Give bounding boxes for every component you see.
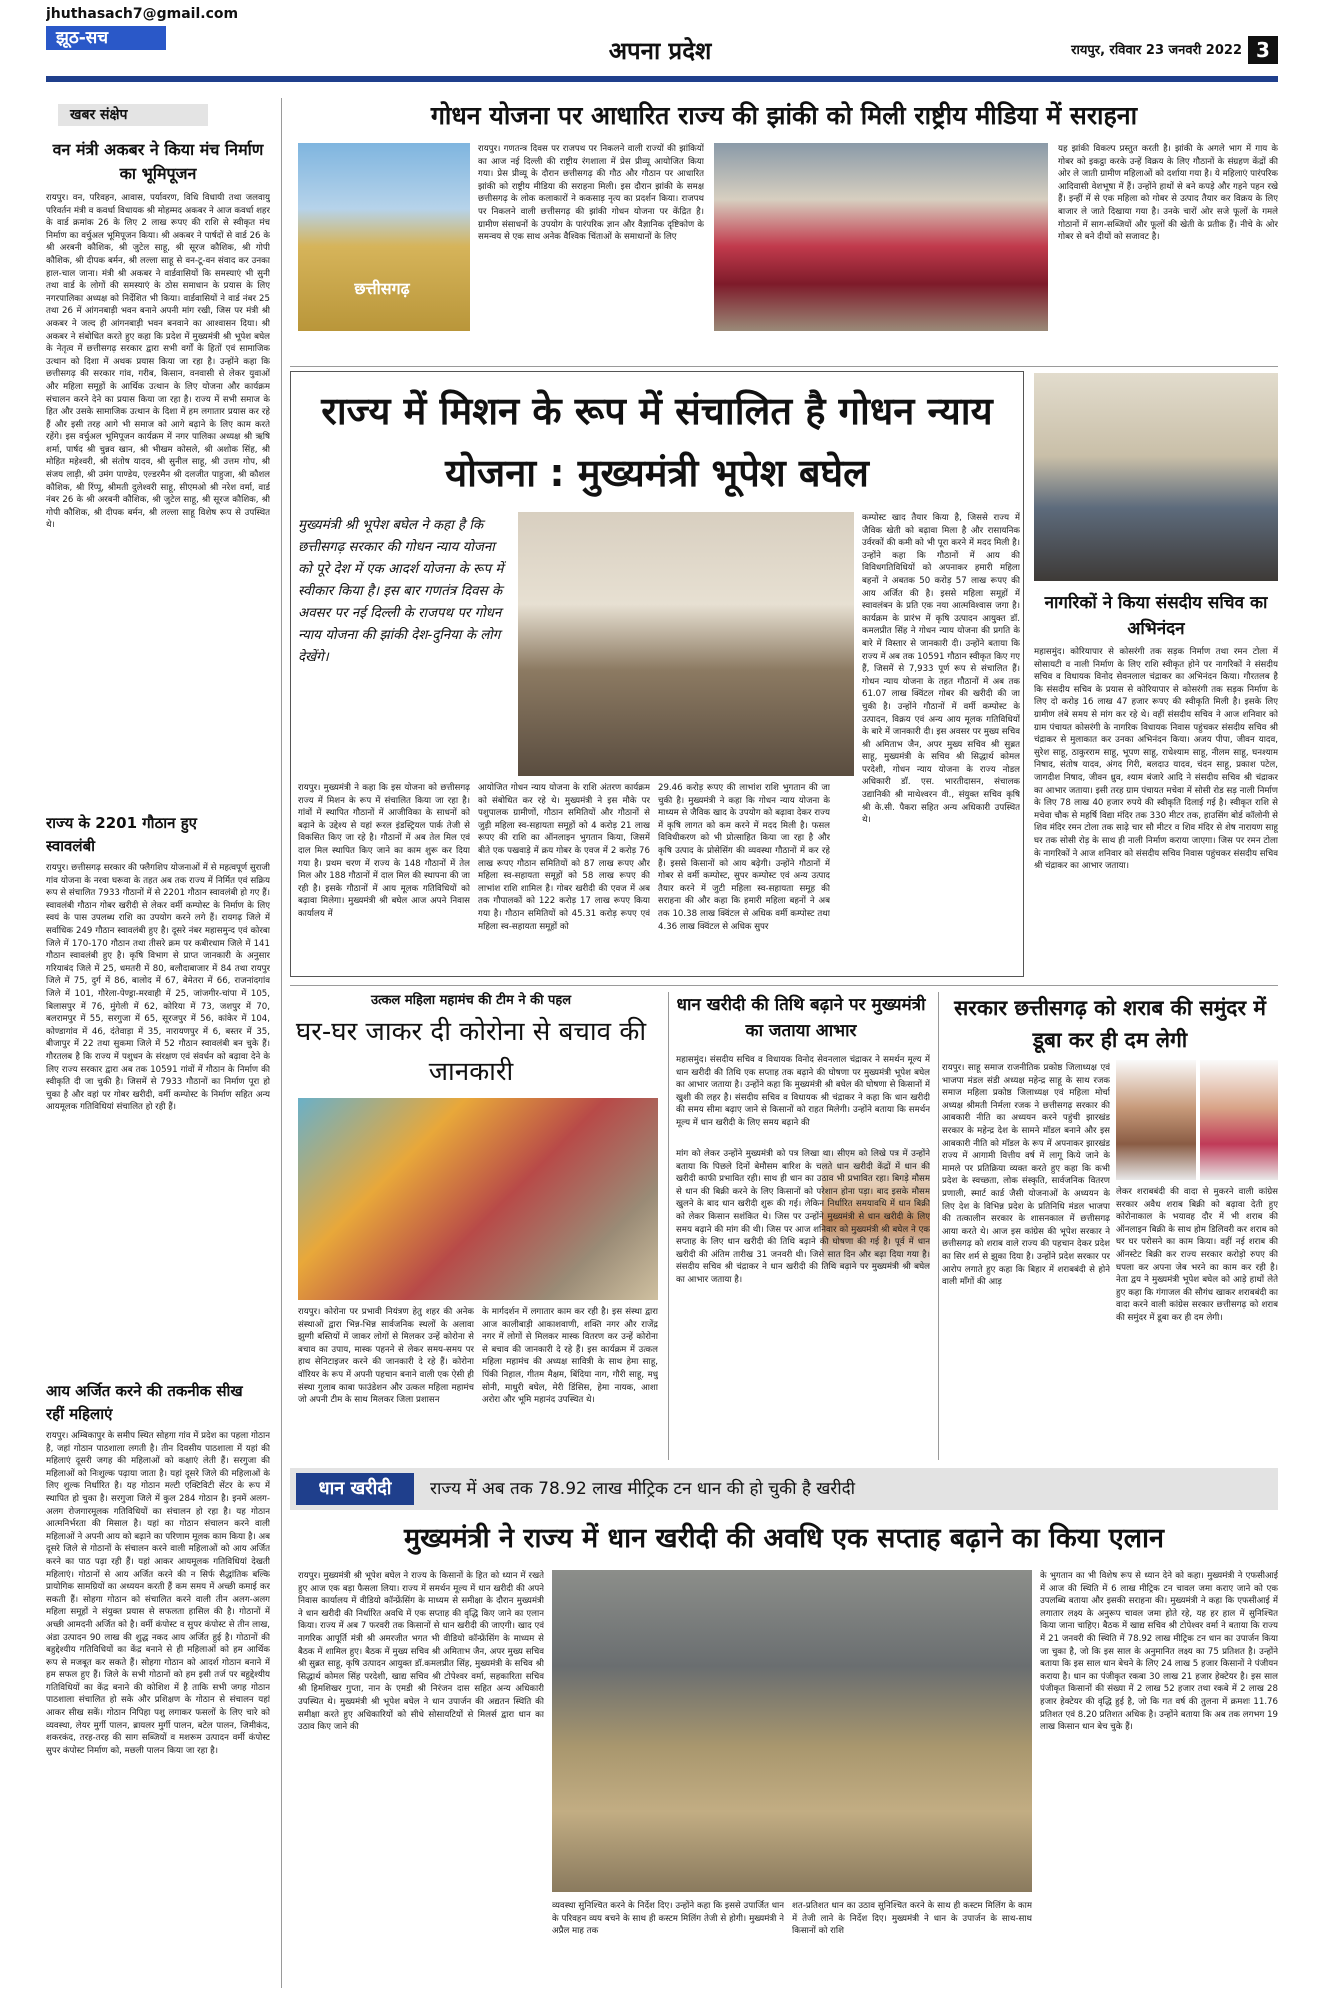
corona-body-1: रायपुर। कोरोना पर प्रभावी नियंत्रण हेतु शहर की अनेक संस्थाओं द्वारा भिन्न-भिन्न सार्वजनिक स्थलों के अलावा झुग्गी बस्तियों में जाकर लोगों से मिलकर उन्हें कोरोना से बचाव का उपाय, मास्क पहनने से लेकर समय-समय पर हाथ सेनिटाइजर करने की जानकारी दे रहे हैं। कोरोना वॉरियर के रूप में अपनी पहचान बनाने वाली एक ऐसी ही संस्था गुलाब काबा फाउंडेशन और उत्कल महिला महामंच जो अपनी टीम के साथ मिलकर जिला प्रशासन bbox=[298, 1307, 474, 1406]
bottom-headline: मुख्यमंत्री ने राज्य में धान खरीदी की अवधि एक सप्ताह बढ़ाने का किया एलान bbox=[404, 1523, 1164, 1554]
logo: झूठ-सच bbox=[46, 26, 166, 50]
main-body-3: 29.46 करोड़ रूपए की लाभांश राशि भुगतान की जा चुकी है। मुख्यमंत्री ने कहा कि गोधन न्याय योजना के माध्यम से जैविक खाद के उपयोग को बढ़ावा देकर राज्य में कृषि लागत को कम करने में मदद मिली है। फसल विविधीकरण को भी प्रोत्साहित किया जा रहा है और कृषि उत्पाद के प्रोसेसिंग की व्यवस्था गौठानों में कर रहे हैं। इससे किसानों को आय बढ़ेगी। उन्होंने गौठानों में गोबर से वर्मी कम्पोस्ट, सुपर कम्पोस्ट एवं अन्य उत्पाद तैयार करने में जुटी महिला स्व-सहायता समूह की सराहना की और कहा कि हमारी महिला बहनों ने अब तक 10.38 लाख क्विंटल से अधिक वर्मी कम्पोस्ट तथा 4.36 लाख क्विंटल से अधिक सुपर bbox=[658, 783, 830, 932]
divider bbox=[290, 985, 1278, 986]
sidebar-headline-1: वन मंत्री अकबर ने किया मंच निर्माण का भूमिपूजन bbox=[52, 140, 264, 183]
band-label: धान खरीदी bbox=[296, 1473, 414, 1505]
dhan-body-lead: महासमुंद। संसदीय सचिव व विधायक विनोद सेवनलाल चंद्राकर ने समर्थन मूल्य में धान खरीदी की तिथि एक सप्ताह तक बढ़ाने की घोषणा पर मुख्यमंत्री भूपेश बघेल का आभार जताया है। उन्होंने कहा कि मुख्यमंत्री श्री बघेल की घोषणा से किसानों में खुशी की लहर है। संसदीय सचिव व विधायक श्री चंद्राकर ने कहा कि धान खरीदी की समय सीमा बढ़ाए जाने से किसानों को राहत मिलेगी। उन्होंने बताया कि समर्थन मूल्य में धान खरीदी के लिए समय बढ़ाने की bbox=[676, 1055, 930, 1128]
dhan-headline: धान खरीदी की तिथि बढ़ाने पर मुख्यमंत्री का जताया आभार bbox=[676, 995, 926, 1041]
corona-photo bbox=[298, 1098, 658, 1300]
main-photo bbox=[518, 512, 854, 776]
sidebar bbox=[46, 100, 270, 1982]
sharab-photo-1 bbox=[1116, 1060, 1196, 1180]
band bbox=[290, 1468, 1278, 1510]
right-headline: नागरिकों ने किया संसदीय सचिव का अभिनंदन bbox=[1044, 593, 1268, 639]
sidebar-headline-3: आय अर्जित करने की तकनीक सीख रहीं महिलाएं bbox=[46, 1382, 243, 1423]
section-title: अपना प्रदेश bbox=[608, 37, 712, 65]
column-divider bbox=[281, 98, 282, 1988]
sidebar-headline-2: राज्य के 2201 गौठान हुए स्वावलंबी bbox=[46, 814, 197, 855]
email: jhuthasach7@gmail.com bbox=[46, 6, 239, 22]
main-body-2: आयोजित गोधन न्याय योजना के राशि अंतरण कार्यक्रम को संबोधित कर रहे थे। मुख्यमंत्री ने इस मौके पर पशुपालक ग्रामीणों, गौठान समितियों और गौठानों से जुड़ी महिला स्व-सहायता समूहों को 4 करोड़ 21 लाख रूपए की राशि का ऑनलाइन भुगतान किया, जिसमें बीते एक पखवाड़े में क्रय गोबर के एवज में 2 करोड़ 76 लाख रूपए गौठान समितियों को 87 लाख रूपए और महिला स्व-सहायता समूहों को 58 लाख रूपए की लाभांश राशि शामिल है। गोबर खरीदी की एवज में अब तक गौपालकों को 122 करोड़ 17 लाख रूपए किया गया है। गौठान समितियों को 45.31 करोड़ रूपए एवं महिला स्व-सहायता समूहों को bbox=[478, 783, 650, 932]
bottom-body-1: रायपुर। मुख्यमंत्री श्री भूपेश बघेल ने राज्य के किसानों के हित को ध्यान में रखते हुए आज एक बड़ा फैसला लिया। राज्य में समर्थन मूल्य में धान खरीदी की अपने निवास कार्यालय में वीडियो कॉन्फ्रेंसिंग के माध्यम से समीक्षा के दौरान मुख्यमंत्री ने धान खरीदी की निर्धारित अवधि में एक सप्ताह की वृद्धि किए जाने का एलान किया। राज्य में अब 7 फरवरी तक किसानों से धान खरीदी की जाएगी। खाद एवं नागरिक आपूर्ति मंत्री श्री अमरजीत भगत भी वीडियो कॉन्फ्रेंसिंग के माध्यम से बैठक में शामिल हुए। बैठक में मुख्य सचिव श्री अमिताभ जैन, अपर मुख्य सचिव श्री सुब्रत साहू, कृषि उत्पादन आयुक्त डॉ.कमलप्रीत सिंह, मुख्यमंत्री के सचिव श्री सिद्धार्थ कोमल सिंह परदेशी, खाद्य सचिव श्री टोपेश्वर वर्मा, सहकारिता सचिव श्री हिमशिखर गुप्ता, नान के एमडी श्री निरंजन दास सहित अन्य अधिकारी उपस्थित थे। मुख्यमंत्री श्री भूपेश बघेल ने धान उपार्जन की अद्यतन स्थिति की समीक्षा करते हुए अधिकारियों को सीधे सोसायटियों से मिलर्स द्वारा धान का उठाव किए जाने की bbox=[298, 1571, 544, 1733]
corona-kicker: उत्कल महिला महामंच की टीम ने की पहल bbox=[370, 993, 572, 1008]
sidebar-body-1: रायपुर। वन, परिवहन, आवास, पर्यावरण, विधि विधायी तथा जलवायु परिवर्तन मंत्री व कवर्धा विधायक श्री मोहम्मद अकबर ने आज कवर्धा शहर के वार्ड क्रमांक 26 के लिए 2 लाख रूपए की राशि से स्वीकृत मंच निर्माण का वर्चुअल भूमिपूजन किया। श्री अकबर ने पार्षदों से वार्ड 26 के श्री अरबनी कौशिक, श्री जुटेल साहू, श्री सूरज कौशिक, श्री गोपी कौशिक, श्री दीपक बर्मन, श्री लल्ला साहू से वन-टू-वन संवाद कर उनका हाल-चाल जाना। मंत्री श्री अकबर ने वार्डवासियों कि समस्याएं भी सुनी तथा वार्ड के लोगों की समस्याएं के ठोस समाधान के प्रयास के लिए नगरपालिका अध्यक्ष को निर्देशित भी किया। वार्डवासियों ने वार्ड नंबर 25 तथा 26 में आंगनबाड़ी भवन बनाने अपनी मांग रखी, जिस पर मंत्री श्री अकबर ने जल्द ही आंगनबाड़ी भवन बनवाने का आश्वासन दिया। श्री अकबर ने संबोधित करते हुए कहा कि प्रदेश में मुख्यमंत्री श्री भूपेश बघेल के नेतृत्व में छत्तीसगढ़ सरकार द्वारा सभी वर्गों के हितों एवं सामाजिक उत्थान को दिशा में अथक प्रयास किया जा रहा है। उन्होंने कहा कि छत्तीसगढ़ की सरकार गांव, गरीब, किसान, वनवासी से लेकर युवाओं और महिला समूहों के आर्थिक उत्थान के लिए योजना और कार्यक्रम संचालन करने देने का प्रयास किया जा रहा है। राज्य में सभी समाज के हित और उसके सामाजिक उत्थान के दिशा में हम लगातार प्रयास कर रहे हैं और इसी तरह आगे भी समाज को आगे बढ़ाने के लिए काम करते रहेंगे। इस वर्चुअल भूमिपूजन कार्यक्रम में नगर पालिका अध्यक्ष श्री ऋषि शर्मा, पार्षद श्री चुन्नव खान, श्री भीखम कोसले, श्री अशोक सिंह, श्री मोहित महेश्वरी, श्री संतोष यादव, श्री सुनील साहू, श्री उत्तम गोप, श्री संजय लाड़ी, श्री उमंग पाण्डेय, एल्डरमैन श्री दलजीत पाहुजा, श्री कौशल कौशिक, श्री रिंप्पू, श्रीमती दुलेश्वरी साहू, सीएमओ श्री नरेश वर्मा, वार्ड नंबर 26 के श्री अरबनी कौशिक, श्री जुटेल साहू, श्री सूरज कौशिक, श्री गोपी कौशिक, श्री दीपक बर्मन, श्री लल्ला साहू विशेष रूप से उपस्थित थे। bbox=[46, 193, 270, 531]
bottom-body-4: के भुगतान का भी विशेष रूप से ध्यान देने को कहा। मुख्यमंत्री ने एफसीआई में आज की स्थिति में 6 लाख मीट्रिक टन चावल जमा कराए जाने को एक उपलब्धि बताया और इसकी सराहना की। मुख्यमंत्री ने कहा कि एफसीआई में लगातार लक्ष्य के अनुरूप चावल जमा होते रहे, यह हर हाल में सुनिश्चित किया जाना चाहिए। बैठक में खाद्य सचिव श्री टोपेश्वर वर्मा ने बताया कि राज्य में 21 जनवरी की स्थिति में 78.92 लाख मीट्रिक टन धान का उपार्जन किया जा चुका है, जो कि इस साल के अनुमानित लक्ष्य का 75 प्रतिशत है। उन्होंने बताया कि इस साल धान बेचने के लिए 24 लाख 5 हजार किसानों ने पंजीयन कराया है। धान का पंजीकृत रकबा 30 लाख 21 हजार हेक्टेयर है। इस साल पंजीकृत किसानों की संख्या में 2 लाख 52 हजार तथा रकबे में 2 लाख 28 हजार हेक्टेयर की वृद्धि हुई है, जो कि गत वर्ष की तुलना में क्रमशः 11.76 प्रतिशत एवं 8.20 प्रतिशत अधिक है। उन्होंने बताया कि अब तक लगभग 19 लाख किसान धान बेच चुके हैं। bbox=[1040, 1571, 1278, 1733]
corona-headline: घर-घर जाकर दी कोरोना से बचाव की जानकारी bbox=[295, 1017, 647, 1087]
bottom-body-2: व्यवस्था सुनिश्चित करने के निर्देश दिए। उन्होंने कहा कि इससे उपार्जित धान के परिवहन व्यय बचने के साथ ही कस्टम मिलिंग तेजी से होगी। मुख्यमंत्री ने अप्रैल माह तक bbox=[552, 1901, 784, 1937]
column-divider bbox=[938, 992, 939, 1460]
sharab-body-2: लेकर शराबबंदी की वादा से मुकरने वाली कांग्रेस सरकार अवैध शराब बिक्री को बढ़ावा देती हुए कोरोनाकाल के भयावह दौर में भी शराब की ऑनलाइन बिक्री के साथ होम डिलिवरी कर शराब को घर घर परोसने का काम किया। वहीं नई शराब की ऑनस्टेट बिक्री कर राज्य सरकार करोड़ो रुपए की घपला कर अपना जेब भरने का काम कर रही है। नेता द्वय ने मुख्यमंत्री भूपेश बघेल को आड़े हाथों लेते हुए कहा कि गंगाजल की सौगंध खाकर शराबबंदी का वादा करने वाली कांग्रेस सरकार छत्तीसगढ़ को शराब की समुंदर में डूबा कर ही दम लेगी। bbox=[1116, 1187, 1278, 1323]
right-body: महासमुंद। कोरियापार से कोसरंगी तक सड़क निर्माण तथा रमन टोला में सोसायटी व नाली निर्माण के लिए राशि स्वीकृत होने पर नागरिकों ने संसदीय सचिव व विधायक विनोद सेवनलाल चंद्राकर का अभिनंदन किया। गौरतलब है कि संसदीय सचिव के प्रयास से कोरियापार से कोसरंगी तक सड़क निर्माण के लिए दो करोड़ 16 लाख 47 हजार रूपए की स्वीकृति मिली है। इसके लिए ग्रामीण लंबे समय से मांग कर रहे थे। वहीं संसदीय सचिव ने आज शनिवार को ग्राम पंचायत कोसरंगी के नागरिक विधायक निवास पहुंचकर संसदीय सचिव श्री चंद्राकर से मुलाकात कर उनका अभिनंदन किया। अजय पीपा, जीवन यादव, सुरेश साहू, ठाकुरराम साहू, भूपण साहू, राधेश्याम साहू, नीलम साहू, घनश्याम निषाद, संतोष यादव, अंगद गिरी, बलदाउ यादव, चंदन साहू, प्रकाश पटेल, जागदीश निषाद, जीवन ध्रुव, श्याम बंजारे आदि ने संसदीय सचिव श्री चंद्राकर का आभार जताया। इसी तरह ग्राम पंचायत मचेवा में सोसी रोड सड़ नाली निर्माण के लिए 78 लाख 40 हजार रुपये की स्वीकृति दिलाई गई है। स्वीकृत राशि से मचेवा चौक से महर्षि विद्या मंदिर तक 330 मीटर तक, हाउसिंग बोर्ड कॉलोनी से शिव मंदिर रमन टोला तक साढ़े चार सौ मीटर व शिव मंदिर से शेष नारायण साहू घर तक सोसी रोड़ के साथ ही नाली निर्माण कराया जाएगा। जिस पर रमन टोला के नागरिकों ने आज शनिवार को संसदीय सचिव निवास पहुंचकर संसदीय सचिव श्री चंद्राकर का आभार जताया। bbox=[1034, 647, 1278, 872]
bottom-body-3: शत-प्रतिशत धान का उठाव सुनिश्चित करने के साथ ही कस्टम मिलिंग के काम में तेजी लाने के निर्देश दिए। मुख्यमंत्री ने धान के उपार्जन के साथ-साथ किसानों को राशि bbox=[792, 1901, 1032, 1937]
sharab-body-1: रायपुर। साहू समाज राजनीतिक प्रकोष्ठ जिलाध्यक्ष एवं भाजपा मंडल संडी अध्यक्ष महेन्द्र साहू के साथ रजक समाज महिला प्रकोष्ठ जिलाध्यक्ष एवं महिला मोर्चा अध्यक्ष श्रीमती निर्मला रजक ने छत्तीसगढ़ सरकार की आबकारी नीति का अध्ययन करने पहुंची झारखंड सरकार के महेन्द्र देश के सामने मॉडल बनाने और इस आबकारी नीति को मॉडल के रूप में अपनाकर झारखंड राज्य में आगामी वित्तीय वर्ष में लागू किये जाने के मामले पर प्रतिक्रिया व्यक्त करते हुए कहा कि कभी प्रदेश के स्वच्छता, लोक संस्कृति, सार्वजनिक वितरण प्रणाली, स्मार्ट कार्ड जैसी योजनाओं के अध्ययन के लिए देश के विभिन्न प्रदेश के प्रतिनिधि मंडल भाजपा की तत्कालीन सरकार के शासनकाल में छत्तीसगढ़ आया करते थे। आज इस कांग्रेस की भूपेश सरकार ने छत्तीसगढ़ को शराब वाले राज्य की पहचान देकर प्रदेश का सिर शर्म से झुका दिया है। उन्होंने प्रदेश सरकार पर आरोप लगाते हुए कहा कि बिहार में शराबबंदी से होने वाली माँगों की आड़ bbox=[942, 1063, 1110, 1288]
pullquote: मुख्यमंत्री श्री भूपेश बघेल ने कहा है कि छत्तीसगढ़ सरकार की गोधन न्याय योजना को पूरे देश में एक आदर्श योजना के रूप में स्वीकार किया है। इस बार गणतंत्र दिवस के अवसर पर नई दिल्ली के राजपथ पर गोधन न्याय योजना की झांकी देश-दुनिया के लोग देखेंगे। bbox=[298, 518, 504, 665]
masthead bbox=[0, 0, 1323, 86]
top-body-1: रायपुर। गणतन्त्र दिवस पर राजपथ पर निकलने वाली राज्यों की झांकियों का आज नई दिल्ली की राष्ट्रीय रंगशाला में प्रेस प्रीव्यू आयोजित किया गया। प्रेस प्रीव्यू के दौरान छत्तीसगढ़ की गौठ और गौठान पर आधारित झांकी को राष्ट्रीय मीडिया की सराहना मिली। इस दौरान झांकी के समक्ष छत्तीसगढ़ के लोक कलाकारों ने ककसाड़ नृत्य का प्रदर्शन किया। राजपथ पर निकलने वाली छत्तीसगढ़ की झांकी गोधन योजना पर केंद्रित है। ग्रामीण संसाधनों के उपयोग के पारंपरिक ज्ञान और वैज्ञानिक दृष्टिकोण के समन्वय से एक साथ अनेक वैश्विक चिंताओं के समाधानों के लिए bbox=[478, 144, 704, 243]
photo-caption: छत्तीसगढ़ bbox=[354, 279, 410, 298]
sidebar-label: खबर संक्षेप bbox=[58, 104, 208, 126]
date-line: रायपुर, रविवार 23 जनवरी 2022 bbox=[1071, 43, 1242, 58]
sidebar-body-2: रायपुर। छत्तीसगढ़ सरकार की फ्लैगशिप योजनाओं में से महत्वपूर्ण सुराजी गांव योजना के नरवा घरूवा के तहत अब तक राज्य में निर्मित एवं सक्रिय रूप से संचालित 7933 गौठानों में से 2201 गौठान स्वावलंबी हो गए हैं। स्वावलंबी गौठान गोबर खरीदी से लेकर वर्मी कम्पोस्ट के निर्माण के लिए स्वयं के पास उपलब्ध राशि का उपयोग करने लगे हैं। रायगढ़ जिले में सर्वाधिक 249 गौठान स्वावलंबी हुए है। दूसरे नंबर महासमुन्द एवं कोरबा जिले में 170-170 गौठान तथा तीसरे क्रम पर कबीरधाम जिले में 141 गौठान स्वावलंबी हुए है। कृषि विभाग से प्राप्त जानकारी के अनुसार गरियाबंद जिले में 25, धमतरी में 80, बलौदाबाजार में 84 तथा रायपुर जिले में 75, दुर्ग में 86, बालोद में 67, बेमेतरा में 66, राजनांदगांव जिले में 101, गौरेला-पेण्ड्रा-मरवाही में 25, जांजगीर-चांपा में 105, बिलासपुर में 76, मुंगेली में 62, कोरिया में 73, जशपुर में 70, बलरामपुर में 55, सरगुजा में 65, सूरजपुर में 56, कांकेर में 104, कोण्डागांव में 46, दंतेवाड़ा में 35, नारायणपुर में 6, बस्तर में 35, बीजापुर में 22 तथा सुकमा जिले में 52 गौठान स्वावलंबी बन चुके हैं। गौरतलब है कि राज्य में पशुधन के संरक्षण एवं संवर्धन को बढ़ावा देने के लिए राज्य सरकार द्वारा अब तक 10591 गांवों में गौठान के निर्माण की स्वीकृति दी जा चुकी है। जिसमें से 7933 गौठानों का निर्माण पूरा हो चुका है और वहां पर गोबर खरीदी, वर्मी कम्पोस्ट के निर्माण सहित अन्य आयमूलक गतिविधियां संचालित हो रही हैं। bbox=[46, 863, 270, 1113]
masthead-bar bbox=[46, 76, 1278, 82]
main-body-4: कम्पोस्ट खाद तैयार किया है, जिससे राज्य में जैविक खेती को बढ़ावा मिला है और रासायनिक उर्वरकों की कमी को भी पूरा करने में मदद मिली है। उन्होंने कहा कि गौठानों में आय की विविधगतिविधियों को अपनाकर हमारी महिला बहनों ने अबतक 50 करोड़ 57 लाख रूपए की आय अर्जित की है। इससे महिला समूहों में स्वावलंबन के प्रति एक नया आत्मविश्वास जगा है। कार्यक्रम के प्रारंभ में कृषि उत्पादन आयुक्त डॉ. कमलप्रीत सिंह ने गोधन न्याय योजना की प्रगति के बारे में विस्तार से जानकारी दी। उन्होंने बताया कि राज्य में अब तक 10591 गौठान स्वीकृत किए गए हैं, जिसमें से 7,933 पूर्ण रूप से संचालित हैं। गोधन न्याय योजना के तहत गौठानों में अब तक 61.07 लाख क्विंटल गोबर की खरीदी की जा चुकी है। उन्होंने गौठानों में वर्मी कम्पोस्ट के उत्पादन, विक्रय एवं अन्य आय मूलक गतिविधियों के बारे में जानकारी दी। इस अवसर पर मुख्य सचिव श्री अमिताभ जैन, अपर मुख्य सचिव श्री सुब्रत साहू, मुख्यमंत्री के सचिव श्री सिद्धार्थ कोमल परदेशी, गोधन न्याय योजना के राज्य नोडल अधिकारी डॉ. एस. भारतीदासन, संचालक उद्यानिकी श्री माथेश्वरन वी., संयुक्त सचिव कृषि श्री के.सी. पैकरा सहित अन्य अधिकारी उपस्थित थे। bbox=[862, 513, 1020, 826]
sharab-headline: सरकार छत्तीसगढ़ को शराब की समुंदर में डूबा कर ही दम लेगी bbox=[954, 996, 1266, 1052]
top-photo-2 bbox=[714, 143, 1048, 331]
sidebar-body-3: रायपुर। अम्बिकापुर के समीप स्थित सोहगा गांव में प्रदेश का पहला गोठान है, जहां गोठान पाठशाला लगती है। तीन दिवसीय पाठशाला में यहां की महिलाएं दूसरी जगह की महिलाओं को कक्षाएं लेती हैं। सरगुजा की महिलाओं को निःशुल्क पढ़ाया जाता है। यहां दूसरे जिले की महिलाओं के लिए शुल्क निर्धारित है। यह गोठान मल्टी एक्टिविटी सेंटर के रूप में स्थापित हो चुका है। सरगुजा जिले में कुल 284 गोठान है। इनमें अलग-अलग रोजगारमूलक गतिविधियों का संचालन हो रहा है। यह गोठान आत्मनिर्भरता की मिसाल है। यहां का गोठान संचालन करने वाली महिलाओं ने अपनी आय को बढ़ाने का परिणाम मूलक काम किया है। अब दूसरे जिले से गोठानों के संचालन करने वाली महिलाओं को आय अर्जित करने का पाठ पढ़ा रही हैं। यहां आकर आयमूलक गतिविधियां देखती महिलाएं। गोठानों से आय अर्जित करने की न सिर्फ सैद्धांतिक बल्कि प्रायोगिक सामग्रियों का अध्ययन करती हैं कम समय में अच्छी कमाई कर सकती हैं। सोहगा गोठान को संचालित करने वाली तीन अलग-अलग महिला समूहों ने संयुक्त प्रयास से सफलता हासिल की है। गोठानों में अच्छी आमदनी अर्जित को है। वर्मी कंपोस्ट व सुपर कंपोस्ट से तीन लाख, अंडा उत्पादन 90 लाख की शुद्ध नकद आय अर्जित हुई है। गोठानों की बहुद्देश्यीय गतिविधियों का केंद्र बनाने से ही महिलाओं को हम आर्थिक रूप से मजबूत कर सकते हैं। सोहगा गोठान को आदर्श गोठान बनाने में हम सफल हुए हैं। जिले के सभी गोठानों को हम इसी तर्ज पर बहुद्देश्यीय गतिविधियों का केंद्र बनाने की कोशिश में है ताकि सभी जगह गोठान पाठशाला संचालित हो सके और प्रशिक्षण के गोठान से संचालन यहां आकर सीख सकें। गोठान निपिहा पशु लगाकर फसलों के लिए चारे को व्यवस्था, लेयर मुर्गी पालन, ब्रायलर मुर्गी पालन, बटेल पालन, जिमीकंद, शकरकंद, तरह-तरह की साग सब्जियों व मशरूम उत्पादन वर्मी कंपोस्ट सुपर कंपोस्ट निर्माण को, मछली पालन किया जा रहा है। bbox=[46, 1431, 270, 1756]
dhan-body-rest: मांग को लेकर उन्होंने मुख्यमंत्री को पत्र लिखा था। सीएम को लिखे पत्र में उन्होंने बताया कि पिछले दिनों बेमौसम बारिश के चलते धान खरीदी केंद्रों में धान की खरीदी काफी प्रभावित रही। साथ ही धान का उठाव भी प्रभावित रहा। बिगड़े मौसम से धान की बिक्री करने के लिए किसानों को परेशान होना पड़ा। बाद इसके मौसम खुलने के बाद धान खरीदी शुरू की गई। लेकिन निर्धारित समयावधि में धान बिक्री को लेकर किसान सशंकित थे। जिस पर उन्होंने मुख्यमंत्री से धान खरीदी के लिए समय बढ़ाने की मांग की थी। जिस पर आज शनिवार को मुख्यमंत्री श्री बघेल ने एक सप्ताह के लिए धान खरीदी की तिथि बढ़ाने की घोषणा की गई है। पूर्व में धान खरीदी की अंतिम तारीख 31 जनवरी थी। जिसे सात दिन और बढ़ा दिया गया है। संसदीय सचिव श्री चंद्राकर ने धान खरीदी की तिथि बढ़ाने पर मुख्यमंत्री श्री बघेल का आभार जताया है। bbox=[676, 1149, 930, 1285]
band-text: राज्य में अब तक 78.92 लाख मीट्रिक टन धान की हो चुकी है खरीदी bbox=[430, 1479, 856, 1499]
corona-body-2: के मार्गदर्शन में लगातार काम कर रही है। इस संस्था द्वारा आज कालीबाड़ी आकाशवाणी, शक्ति नगर और राजेंद्र नगर में लोगों से मिलकर मास्क वितरण कर उन्हें कोरोना से बचाव की जानकारी दे रहे हैं। इस कार्यक्रम में उत्कल महिला महामंच की अध्यक्ष सावित्री के साथ हेमा साहू, पिंकी निहाल, गीतम मैक्षम, बिंदिया नाग, गौरी साहू, मधु सोनी, माधुरी बघेल, मेरी डिंसिस, हेमा नायक, आशा अरोरा और भूमि महानंद उपस्थित थे। bbox=[482, 1307, 658, 1406]
column-divider bbox=[668, 992, 669, 1460]
top-photo-1 bbox=[298, 143, 470, 331]
divider bbox=[290, 366, 1278, 367]
top-body-2: यह झांकी विकल्प प्रस्तुत करती है। झांकी के अगले भाग में गाय के गोबर को इकट्ठा करके उन्हें विक्रय के लिए गौठानों के संग्रहण केंद्रों की ओर ले जाती ग्रामीण महिलाओं को दर्शाया गया है। ये महिलाएं पारंपरिक आदिवासी वेशभूषा में हैं। उन्होंने हाथों से बने कपड़े और गहने पहन रखे हैं। इन्हीं में से एक महिला को गोबर से उत्पाद तैयार कर विक्रय के लिए बाजार ले जाते दिखाया गया है। उनके चारों ओर सजे फूलों के गमले गोठानों में साग-सब्जियों और फूलों की खेती के प्रतीक हैं। नीचे के ओर गोबर से बने दीयों को सजावट है। bbox=[1058, 144, 1278, 243]
bottom-photo bbox=[552, 1570, 1032, 1892]
page-number: 3 bbox=[1248, 36, 1278, 64]
sharab-photo-2 bbox=[1200, 1060, 1278, 1180]
main-headline: राज्य में मिशन के रूप में संचालित है गोधन न्याय योजना : मुख्यमंत्री भूपेश बघेल bbox=[321, 389, 993, 495]
main-body-1: रायपुर। मुख्यमंत्री ने कहा कि इस योजना को छत्तीसगढ़ राज्य में मिशन के रूप में संचालित किया जा रहा है। गांवों में स्थापित गौठानों में आजीविका के साधनों को बढ़ाने के उद्देश्य से यहां रूरल इंडस्ट्रियल पार्क तेजी से विकसित किए जा रहे है। गौठानों में अब तेल मिल एवं दाल मिल स्थापित किए जाने का काम शुरू कर दिया गया है। प्रथम चरण में राज्य के 148 गौठानों में तेल मिल और 188 गौठानों में दाल मिल की स्थापना की जा रही है। इसके गौठानों में आय मूलक गतिविधियों को बढ़ावा मिलेगा। मुख्यमंत्री श्री बघेल आज अपने निवास कार्यालय में bbox=[298, 783, 470, 919]
right-photo bbox=[1034, 373, 1278, 581]
top-headline: गोधन योजना पर आधारित राज्य की झांकी को मिली राष्ट्रीय मीडिया में सराहना bbox=[430, 101, 1138, 130]
